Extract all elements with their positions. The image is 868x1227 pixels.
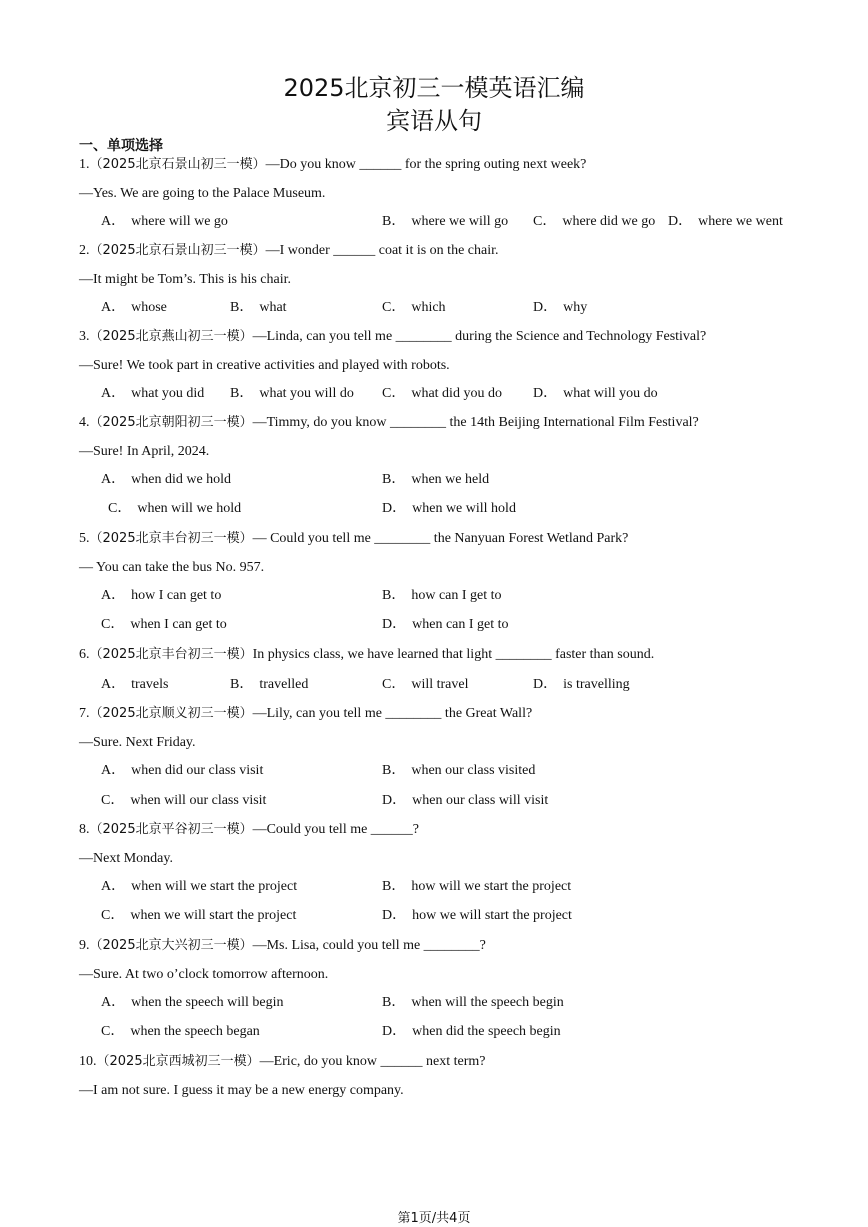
q5-option-d: D． when can I get to [382,617,509,632]
q9-option-d: D． when did the speech begin [382,1024,561,1039]
q5-option-b: B． how can I get to [382,588,502,603]
q3-option-c: C． what did you do [382,386,502,401]
question-1: 1.（2025北京石景山初三一模）—Do you know ______ for the spring outing next week? [79,157,587,172]
question-3-reply: —Sure! We took part in creative activities and played with robots. [79,358,450,373]
q1-option-a: A． where will we go [101,214,228,229]
q3-option-a: A． what you did [101,386,205,401]
q6-option-d: D． is travelling [533,677,630,692]
q9-option-b: B． when will the speech begin [382,995,564,1010]
question-8: 8.（2025北京平谷初三一模）—Could you tell me ______? [79,822,420,837]
q7-option-d: D． when our class will visit [382,793,549,808]
q9-option-a: A． when the speech will begin [101,995,284,1010]
question-2-reply: —It might be Tom’s. This is his chair. [79,272,292,287]
question-8-reply: —Next Monday. [79,851,173,866]
question-7: 7.（2025北京顺义初三一模）—Lily, can you tell me ________ the Great Wall? [79,706,533,721]
q2-option-d: D． why [533,300,588,315]
q1-option-d: D． where we went [668,214,783,229]
q2-option-c: C． which [382,300,446,315]
question-9: 9.（2025北京大兴初三一模）—Ms. Lisa, could you tell me ________? [79,938,486,953]
q5-option-a: A． how I can get to [101,588,222,603]
q9-option-c: C． when the speech began [101,1024,260,1039]
page-title: 2025北京初三一模英语汇编 [283,74,585,102]
question-5: 5.（2025北京丰台初三一模）— Could you tell me ________ the Nanyuan Forest Wetland Park? [79,531,629,546]
q8-option-a: A． when will we start the project [101,879,298,894]
q4-option-d: D． when we will hold [382,501,516,516]
q1-option-c: C． where did we go [533,214,656,229]
question-1-reply: —Yes. We are going to the Palace Museum. [79,186,326,201]
q3-option-d: D． what will you do [533,386,658,401]
q1-option-b: B． where we will go [382,214,509,229]
q6-option-c: C． will travel [382,677,469,692]
q4-option-c: C． when will we hold [108,501,242,516]
question-9-reply: —Sure. At two o’clock tomorrow afternoon. [79,967,329,982]
q6-option-a: A． travels [101,677,169,692]
question-2: 2.（2025北京石景山初三一模）—I wonder ______ coat it is on the chair. [79,243,499,258]
page-footer: 第1页/共4页 [397,1211,471,1226]
q7-option-c: C． when will our class visit [101,793,267,808]
section-heading: 一、单项选择 [79,138,163,154]
q4-option-a: A． when did we hold [101,472,232,487]
q6-option-b: B． travelled [230,677,309,692]
question-4: 4.（2025北京朝阳初三一模）—Timmy, do you know ________ the 14th Beijing International Film Festival? [79,415,699,430]
q2-option-a: A． whose [101,300,167,315]
question-3: 3.（2025北京燕山初三一模）—Linda, can you tell me ________ during the Science and Technology Festival? [79,329,707,344]
question-6: 6.（2025北京丰台初三一模）In physics class, we have learned that light ________ faster than sound. [79,647,655,662]
q2-option-b: B． what [230,300,287,315]
q7-option-a: A． when did our class visit [101,763,264,778]
question-4-reply: —Sure! In April, 2024. [79,444,210,459]
question-10: 10.（2025北京西城初三一模）—Eric, do you know ______ next term? [79,1054,486,1069]
q8-option-c: C． when we will start the project [101,908,297,923]
q4-option-b: B． when we held [382,472,490,487]
q5-option-c: C． when I can get to [101,617,227,632]
question-5-reply: — You can take the bus No. 957. [79,560,265,575]
q8-option-b: B． how will we start the project [382,879,572,894]
question-7-reply: —Sure. Next Friday. [79,735,196,750]
page-subtitle: 宾语从句 [386,107,482,135]
question-10-reply: —I am not sure. I guess it may be a new energy company. [79,1083,404,1098]
q8-option-d: D． how we will start the project [382,908,572,923]
q7-option-b: B． when our class visited [382,763,536,778]
q3-option-b: B． what you will do [230,386,354,401]
